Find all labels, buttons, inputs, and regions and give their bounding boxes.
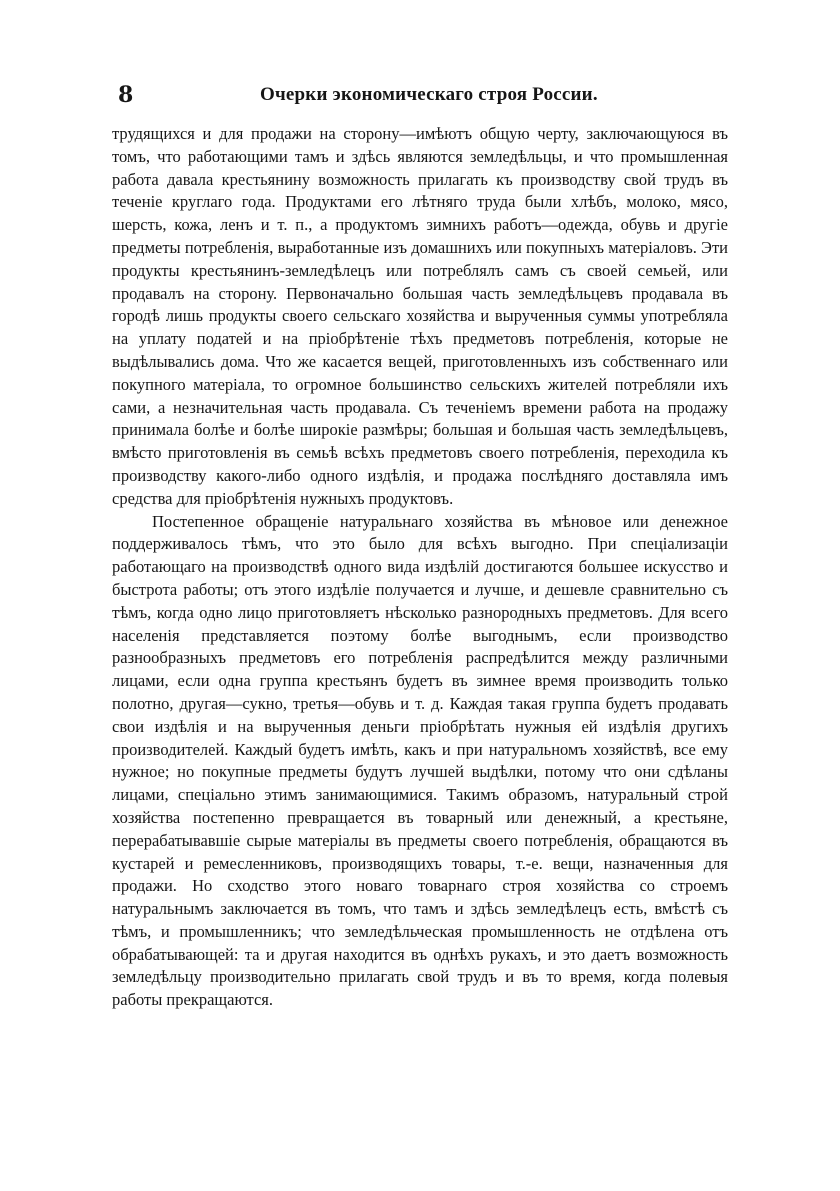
page-number: 8 <box>118 82 134 108</box>
running-title: Очерки экономическаго строя России. <box>260 84 598 105</box>
page-header <box>112 82 728 112</box>
body-text <box>112 123 728 1012</box>
paragraph-1: трудящихся и для продажи на сторону—имѣютъ общую черту, заключающуюся въ томъ, что работающими тамъ и здѣсь являются земледѣльцы, и что промышленная работа давала крестьянину возможность прилагать къ производству свой трудъ въ теченіе круглаго года. Продуктами его лѣтняго труда были хлѣбъ, молоко, мясо, шерсть, кожа, ленъ и т. п., а продуктомъ зимнихъ работъ—одежда, обувь и другіе предметы потребленія, выработанные изъ домашнихъ или покупныхъ матеріаловъ. Эти продукты крестьянинъ-земледѣлецъ или потреблялъ самъ съ своей семьей, или продавалъ на сторону. Первоначально большая часть земледѣльцевъ продавала въ городѣ лишь продукты своего сельскаго хозяйства и вырученныя суммы употребляла на уплату податей и на пріобрѣтеніе тѣхъ предметовъ потребленія, которые не выдѣлывались дома. Что же касается вещей, приготовленныхъ изъ собственнаго или покупного матеріала, то огромное большинство сельскихъ жителей потребляли ихъ сами, а незначительная часть продавала. Съ теченіемъ времени работа на продажу принимала болѣе и болѣе широкіе размѣры; большая и большая часть земледѣльцевъ, вмѣсто приготовленія въ семьѣ всѣхъ предметовъ своего потребленія, переходила къ производству какого-либо одного издѣлія, и продажа послѣдняго доставляла имъ средства для пріобрѣтенія нужныхъ продуктовъ. <box>112 124 728 508</box>
paragraph-2: Постепенное обращеніе натуральнаго хозяйства въ мѣновое или денежное поддерживалось тѣмъ, что это было для всѣхъ выгодно. При спеціализаціи работающаго на производствѣ одного вида издѣлій достигаются большее искусство и быстрота работы; отъ этого издѣліе получается и лучше, и дешевле сравнительно съ тѣмъ, когда одно лицо приготовляетъ нѣсколько разнородныхъ предметовъ. Для всего населенія представляется поэтому болѣе выгоднымъ, если производство разнообразныхъ предметовъ его потребленія распредѣлится между различными лицами, если одна группа крестьянъ будетъ въ зимнее время производить только полотно, другая—сукно, третья—обувь и т. д. Каждая такая группа будетъ продавать свои издѣлія и на вырученныя деньги пріобрѣтать нужныя ей издѣлія другихъ производителей. Каждый будетъ имѣть, какъ и при натуральномъ хозяйствѣ, все ему нужное; но покупные предметы будутъ лучшей выдѣлки, потому что они сдѣланы лицами, спеціально этимъ занимающимися. Такимъ образомъ, натуральный строй хозяйства постепенно превращается въ товарный или денежный, а крестьяне, перерабатывавшіе сырые матеріалы въ предметы своего потребленія, обращаются въ кустарей и ремесленниковъ, производящихъ товары, т.-е. вещи, назначенныя для продажи. Но сходство этого новаго товарнаго строя хозяйства со строемъ натуральнымъ заключается въ томъ, что тамъ и здѣсь земледѣлецъ есть, вмѣстѣ съ тѣмъ, и промышленникъ; что земледѣльческая промышленность не отдѣлена отъ обрабатывающей: та и другая находится въ однѣхъ рукахъ, и это даетъ возможность земледѣльцу производительно прилагать свой трудъ и въ то время, когда полевыя работы прекращаются. <box>112 511 728 1010</box>
